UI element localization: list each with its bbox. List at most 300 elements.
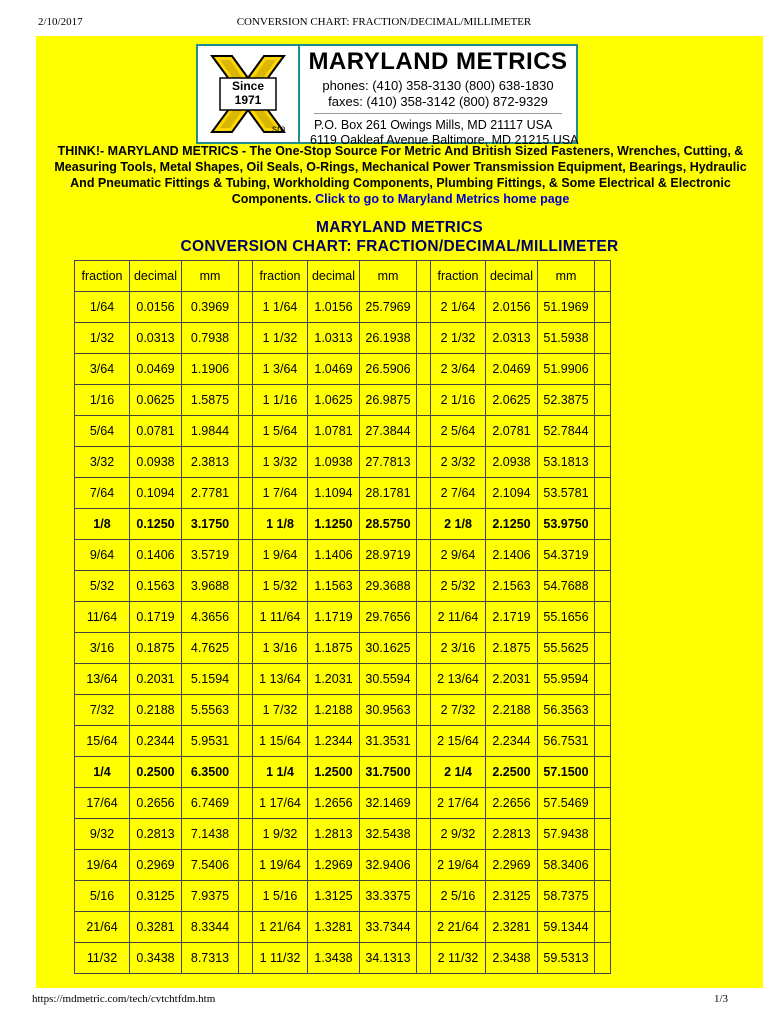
fraction-cell: 2 19/64 (431, 850, 486, 881)
mm-cell: 32.9406 (360, 850, 417, 881)
mm-cell: 30.1625 (360, 633, 417, 664)
decimal-cell: 0.1875 (130, 633, 182, 664)
fraction-cell: 2 17/64 (431, 788, 486, 819)
fraction-cell: 7/64 (75, 478, 130, 509)
decimal-cell: 1.2813 (308, 819, 360, 850)
fraction-cell: 1 7/32 (253, 695, 308, 726)
mm-cell: 7.5406 (182, 850, 239, 881)
fraction-cell: 2 7/64 (431, 478, 486, 509)
table-row (75, 757, 611, 788)
column-spacer (595, 416, 611, 447)
mm-cell: 32.5438 (360, 819, 417, 850)
fraction-cell: 2 1/4 (431, 757, 486, 788)
decimal-cell: 0.0625 (130, 385, 182, 416)
fraction-cell: 2 11/32 (431, 943, 486, 974)
decimal-cell: 0.0156 (130, 292, 182, 323)
column-spacer (417, 943, 431, 974)
decimal-cell: 2.2813 (486, 819, 538, 850)
column-spacer (239, 416, 253, 447)
company-logo-banner[interactable] (196, 44, 579, 147)
fraction-cell: 2 3/64 (431, 354, 486, 385)
column-header: fraction (431, 261, 486, 292)
fraction-cell: 2 1/64 (431, 292, 486, 323)
column-spacer (239, 664, 253, 695)
column-spacer (239, 478, 253, 509)
table-header-row (75, 261, 611, 292)
fax-numbers: faxes: (410) 358-3142 (800) 872-9329 (328, 94, 548, 109)
decimal-cell: 0.0469 (130, 354, 182, 385)
decimal-cell: 0.1094 (130, 478, 182, 509)
table-row (75, 943, 611, 974)
mm-cell: 34.1313 (360, 943, 417, 974)
table-row (75, 292, 611, 323)
mm-cell: 5.9531 (182, 726, 239, 757)
mm-cell: 33.3375 (360, 881, 417, 912)
column-spacer (595, 540, 611, 571)
fraction-cell: 19/64 (75, 850, 130, 881)
decimal-cell: 1.0469 (308, 354, 360, 385)
decimal-cell: 1.2188 (308, 695, 360, 726)
decimal-cell: 0.0781 (130, 416, 182, 447)
chart-heading-company: MARYLAND METRICS (316, 219, 483, 236)
fraction-cell: 1 17/64 (253, 788, 308, 819)
fraction-cell: 2 5/16 (431, 881, 486, 912)
mm-cell: 8.3344 (182, 912, 239, 943)
column-spacer (239, 695, 253, 726)
column-spacer (239, 571, 253, 602)
table-row (75, 881, 611, 912)
mm-cell: 57.1500 (538, 757, 595, 788)
decimal-cell: 0.2188 (130, 695, 182, 726)
decimal-cell: 2.1094 (486, 478, 538, 509)
column-spacer (595, 757, 611, 788)
column-spacer (595, 664, 611, 695)
mm-cell: 29.7656 (360, 602, 417, 633)
mm-cell: 53.5781 (538, 478, 595, 509)
column-spacer (417, 509, 431, 540)
print-footer (0, 993, 768, 1007)
table-row (75, 788, 611, 819)
column-spacer (239, 850, 253, 881)
mm-cell: 6.3500 (182, 757, 239, 788)
fraction-cell: 1 1/8 (253, 509, 308, 540)
column-spacer (417, 850, 431, 881)
fraction-cell: 2 5/32 (431, 571, 486, 602)
mm-cell: 3.5719 (182, 540, 239, 571)
mm-cell: 0.7938 (182, 323, 239, 354)
column-spacer (595, 819, 611, 850)
table-row (75, 912, 611, 943)
print-title: CONVERSION CHART: FRACTION/DECIMAL/MILLIMETER (236, 16, 532, 28)
column-spacer (595, 571, 611, 602)
column-spacer (239, 323, 253, 354)
mailing-address: P.O. Box 261 Owings Mills, MD 21117 USA (314, 118, 553, 132)
decimal-cell: 0.1563 (130, 571, 182, 602)
column-spacer (417, 819, 431, 850)
mm-cell: 53.1813 (538, 447, 595, 478)
decimal-cell: 1.2031 (308, 664, 360, 695)
decimal-cell: 0.2656 (130, 788, 182, 819)
mm-cell: 58.7375 (538, 881, 595, 912)
column-spacer (417, 416, 431, 447)
fraction-cell: 2 9/32 (431, 819, 486, 850)
column-spacer (239, 912, 253, 943)
chart-heading-title: CONVERSION CHART: FRACTION/DECIMAL/MILLIMETER (180, 238, 619, 255)
table-row (75, 695, 611, 726)
column-spacer (239, 943, 253, 974)
decimal-cell: 2.2344 (486, 726, 538, 757)
fraction-cell: 1/16 (75, 385, 130, 416)
column-spacer (595, 509, 611, 540)
decimal-cell: 1.1563 (308, 571, 360, 602)
column-spacer (417, 602, 431, 633)
fraction-cell: 1 13/64 (253, 664, 308, 695)
fraction-cell: 5/64 (75, 416, 130, 447)
column-spacer (239, 385, 253, 416)
phone-numbers: phones: (410) 358-3130 (800) 638-1830 (322, 78, 554, 93)
decimal-cell: 1.3281 (308, 912, 360, 943)
column-spacer (595, 633, 611, 664)
mm-cell: 2.7781 (182, 478, 239, 509)
column-spacer (417, 323, 431, 354)
column-spacer (239, 447, 253, 478)
company-name: MARYLAND METRICS (308, 48, 568, 75)
mm-cell: 53.9750 (538, 509, 595, 540)
mm-cell: 4.7625 (182, 633, 239, 664)
decimal-cell: 1.3438 (308, 943, 360, 974)
mm-cell: 29.3688 (360, 571, 417, 602)
fraction-cell: 1 5/32 (253, 571, 308, 602)
fraction-cell: 2 9/64 (431, 540, 486, 571)
column-spacer (239, 602, 253, 633)
mm-cell: 26.1938 (360, 323, 417, 354)
column-spacer (417, 881, 431, 912)
column-spacer (417, 757, 431, 788)
since-year: 1971 (234, 93, 262, 107)
decimal-cell: 2.3125 (486, 881, 538, 912)
service-mark: sm (272, 124, 286, 135)
fraction-cell: 2 15/64 (431, 726, 486, 757)
fraction-cell: 2 1/8 (431, 509, 486, 540)
fraction-cell: 2 7/32 (431, 695, 486, 726)
page-content (36, 36, 763, 988)
fraction-cell: 1 15/64 (253, 726, 308, 757)
decimal-cell: 0.1250 (130, 509, 182, 540)
table-row (75, 323, 611, 354)
decimal-cell: 0.2031 (130, 664, 182, 695)
decimal-cell: 2.1563 (486, 571, 538, 602)
column-spacer (417, 571, 431, 602)
mm-cell: 26.9875 (360, 385, 417, 416)
column-header: decimal (308, 261, 360, 292)
column-spacer (595, 385, 611, 416)
mm-cell: 55.5625 (538, 633, 595, 664)
decimal-cell: 2.0313 (486, 323, 538, 354)
column-spacer (417, 540, 431, 571)
fraction-cell: 3/16 (75, 633, 130, 664)
decimal-cell: 1.3125 (308, 881, 360, 912)
mm-cell: 8.7313 (182, 943, 239, 974)
column-spacer (417, 633, 431, 664)
fraction-cell: 2 3/32 (431, 447, 486, 478)
column-spacer (595, 602, 611, 633)
fraction-cell: 1 3/64 (253, 354, 308, 385)
table-body (75, 292, 611, 974)
company-tagline (52, 143, 749, 207)
decimal-cell: 2.2656 (486, 788, 538, 819)
table-row (75, 819, 611, 850)
decimal-cell: 0.0313 (130, 323, 182, 354)
decimal-cell: 2.2500 (486, 757, 538, 788)
column-spacer (595, 788, 611, 819)
fraction-cell: 1 1/16 (253, 385, 308, 416)
fraction-cell: 1 1/32 (253, 323, 308, 354)
table-row (75, 416, 611, 447)
table-row (75, 354, 611, 385)
decimal-cell: 1.2656 (308, 788, 360, 819)
mm-cell: 3.9688 (182, 571, 239, 602)
column-spacer (239, 726, 253, 757)
decimal-cell: 2.1719 (486, 602, 538, 633)
decimal-cell: 2.0781 (486, 416, 538, 447)
fraction-cell: 1/32 (75, 323, 130, 354)
fraction-cell: 1 19/64 (253, 850, 308, 881)
fraction-cell: 9/64 (75, 540, 130, 571)
column-spacer (595, 478, 611, 509)
mm-cell: 5.1594 (182, 664, 239, 695)
decimal-cell: 1.1094 (308, 478, 360, 509)
column-spacer (595, 912, 611, 943)
tagline-text: THINK!- MARYLAND METRICS - The One-Stop Source For Metric And British Sized Fasteners, Wrenches, Cutting, & Measuring Tools, Metal Shapes, Oil Seals, O-Rings, Mechanical Power Transmission Equipment, Bearings, Hydraulic And Pneumatic Fittings & Tubing, Workholding Components, Plumbing Fittings, & Some Electrical & Electronic Components. (54, 144, 747, 206)
fraction-cell: 5/32 (75, 571, 130, 602)
decimal-cell: 2.0156 (486, 292, 538, 323)
column-header: mm (182, 261, 239, 292)
fraction-cell: 1/64 (75, 292, 130, 323)
column-spacer (595, 881, 611, 912)
decimal-cell: 2.3438 (486, 943, 538, 974)
mm-cell: 55.9594 (538, 664, 595, 695)
column-spacer (417, 261, 431, 292)
table-row (75, 602, 611, 633)
decimal-cell: 0.1406 (130, 540, 182, 571)
decimal-cell: 0.1719 (130, 602, 182, 633)
decimal-cell: 2.0938 (486, 447, 538, 478)
column-spacer (417, 447, 431, 478)
fraction-cell: 1 3/16 (253, 633, 308, 664)
table-row (75, 850, 611, 881)
column-spacer (239, 757, 253, 788)
mm-cell: 2.3813 (182, 447, 239, 478)
decimal-cell: 1.2500 (308, 757, 360, 788)
mm-cell: 51.9906 (538, 354, 595, 385)
fraction-cell: 1 3/32 (253, 447, 308, 478)
street-address: 6119 Oakleaf Avenue Baltimore, MD 21215 USA (310, 133, 579, 147)
decimal-cell: 2.1875 (486, 633, 538, 664)
mm-cell: 31.3531 (360, 726, 417, 757)
mm-cell: 30.5594 (360, 664, 417, 695)
mm-cell: 3.1750 (182, 509, 239, 540)
column-spacer (239, 261, 253, 292)
fraction-cell: 1/8 (75, 509, 130, 540)
fraction-cell: 2 13/64 (431, 664, 486, 695)
mm-cell: 54.3719 (538, 540, 595, 571)
fraction-cell: 11/32 (75, 943, 130, 974)
mm-cell: 57.9438 (538, 819, 595, 850)
mm-cell: 7.1438 (182, 819, 239, 850)
column-spacer (595, 261, 611, 292)
decimal-cell: 0.2969 (130, 850, 182, 881)
decimal-cell: 1.0781 (308, 416, 360, 447)
decimal-cell: 2.0625 (486, 385, 538, 416)
table-row (75, 633, 611, 664)
column-spacer (239, 292, 253, 323)
since-label: Since (231, 79, 264, 93)
mm-cell: 52.3875 (538, 385, 595, 416)
table-row (75, 478, 611, 509)
decimal-cell: 1.0156 (308, 292, 360, 323)
fraction-cell: 2 1/32 (431, 323, 486, 354)
mm-cell: 28.5750 (360, 509, 417, 540)
fraction-cell: 15/64 (75, 726, 130, 757)
fraction-cell: 1 9/32 (253, 819, 308, 850)
column-spacer (595, 292, 611, 323)
fraction-cell: 11/64 (75, 602, 130, 633)
fraction-cell: 2 1/16 (431, 385, 486, 416)
logo-divider (314, 113, 562, 114)
decimal-cell: 0.2500 (130, 757, 182, 788)
mm-cell: 31.7500 (360, 757, 417, 788)
fraction-cell: 2 21/64 (431, 912, 486, 943)
column-spacer (417, 478, 431, 509)
table-row (75, 447, 611, 478)
column-spacer (595, 850, 611, 881)
column-spacer (595, 447, 611, 478)
column-spacer (417, 726, 431, 757)
column-spacer (417, 292, 431, 323)
mm-cell: 7.9375 (182, 881, 239, 912)
fraction-cell: 7/32 (75, 695, 130, 726)
decimal-cell: 1.1250 (308, 509, 360, 540)
column-spacer (239, 788, 253, 819)
decimal-cell: 2.1250 (486, 509, 538, 540)
column-header: mm (538, 261, 595, 292)
mm-cell: 5.5563 (182, 695, 239, 726)
mm-cell: 1.1906 (182, 354, 239, 385)
mm-cell: 51.1969 (538, 292, 595, 323)
decimal-cell: 1.0313 (308, 323, 360, 354)
fraction-cell: 1 5/64 (253, 416, 308, 447)
column-spacer (417, 788, 431, 819)
mm-cell: 28.1781 (360, 478, 417, 509)
column-header: fraction (75, 261, 130, 292)
fraction-cell: 2 3/16 (431, 633, 486, 664)
fraction-cell: 1 11/64 (253, 602, 308, 633)
column-header: decimal (486, 261, 538, 292)
column-header: mm (360, 261, 417, 292)
decimal-cell: 2.2031 (486, 664, 538, 695)
column-spacer (239, 509, 253, 540)
page-url: https://mdmetric.com/tech/cvtchtfdm.htm (32, 993, 216, 1005)
fraction-cell: 1 11/32 (253, 943, 308, 974)
table-row (75, 385, 611, 416)
fraction-cell: 2 11/64 (431, 602, 486, 633)
decimal-cell: 0.3125 (130, 881, 182, 912)
column-header: decimal (130, 261, 182, 292)
fraction-cell: 9/32 (75, 819, 130, 850)
home-page-link[interactable]: Click to go to Maryland Metrics home page (315, 192, 570, 206)
mm-cell: 55.1656 (538, 602, 595, 633)
column-spacer (595, 726, 611, 757)
column-spacer (417, 354, 431, 385)
mm-cell: 28.9719 (360, 540, 417, 571)
mm-cell: 26.5906 (360, 354, 417, 385)
print-date: 2/10/2017 (38, 16, 83, 28)
fraction-cell: 17/64 (75, 788, 130, 819)
mm-cell: 57.5469 (538, 788, 595, 819)
fraction-cell: 1/4 (75, 757, 130, 788)
fraction-cell: 3/32 (75, 447, 130, 478)
mm-cell: 25.7969 (360, 292, 417, 323)
fraction-cell: 1 5/16 (253, 881, 308, 912)
mm-cell: 58.3406 (538, 850, 595, 881)
mm-cell: 32.1469 (360, 788, 417, 819)
mm-cell: 0.3969 (182, 292, 239, 323)
column-spacer (417, 912, 431, 943)
decimal-cell: 1.2969 (308, 850, 360, 881)
column-spacer (239, 354, 253, 385)
mm-cell: 56.7531 (538, 726, 595, 757)
mm-cell: 59.5313 (538, 943, 595, 974)
print-header (0, 16, 768, 30)
fraction-cell: 3/64 (75, 354, 130, 385)
mm-cell: 4.3656 (182, 602, 239, 633)
column-spacer (239, 819, 253, 850)
decimal-cell: 1.0625 (308, 385, 360, 416)
fraction-cell: 21/64 (75, 912, 130, 943)
mm-cell: 59.1344 (538, 912, 595, 943)
since-1971-emblem (198, 46, 300, 142)
fraction-cell: 1 21/64 (253, 912, 308, 943)
column-spacer (239, 540, 253, 571)
mm-cell: 6.7469 (182, 788, 239, 819)
decimal-cell: 2.1406 (486, 540, 538, 571)
mm-cell: 56.3563 (538, 695, 595, 726)
mm-cell: 54.7688 (538, 571, 595, 602)
column-spacer (417, 664, 431, 695)
page-number: 1/3 (713, 993, 728, 1005)
decimal-cell: 2.2969 (486, 850, 538, 881)
fraction-cell: 1 1/64 (253, 292, 308, 323)
fraction-cell: 1 1/4 (253, 757, 308, 788)
decimal-cell: 2.0469 (486, 354, 538, 385)
mm-cell: 33.7344 (360, 912, 417, 943)
decimal-cell: 0.0938 (130, 447, 182, 478)
fraction-cell: 1 7/64 (253, 478, 308, 509)
decimal-cell: 0.3438 (130, 943, 182, 974)
decimal-cell: 1.1719 (308, 602, 360, 633)
decimal-cell: 1.0938 (308, 447, 360, 478)
decimal-cell: 2.2188 (486, 695, 538, 726)
fraction-cell: 1 9/64 (253, 540, 308, 571)
column-spacer (595, 323, 611, 354)
decimal-cell: 0.2813 (130, 819, 182, 850)
table-row (75, 509, 611, 540)
decimal-cell: 0.2344 (130, 726, 182, 757)
conversion-table (74, 260, 611, 974)
column-spacer (417, 385, 431, 416)
mm-cell: 27.3844 (360, 416, 417, 447)
table-row (75, 664, 611, 695)
